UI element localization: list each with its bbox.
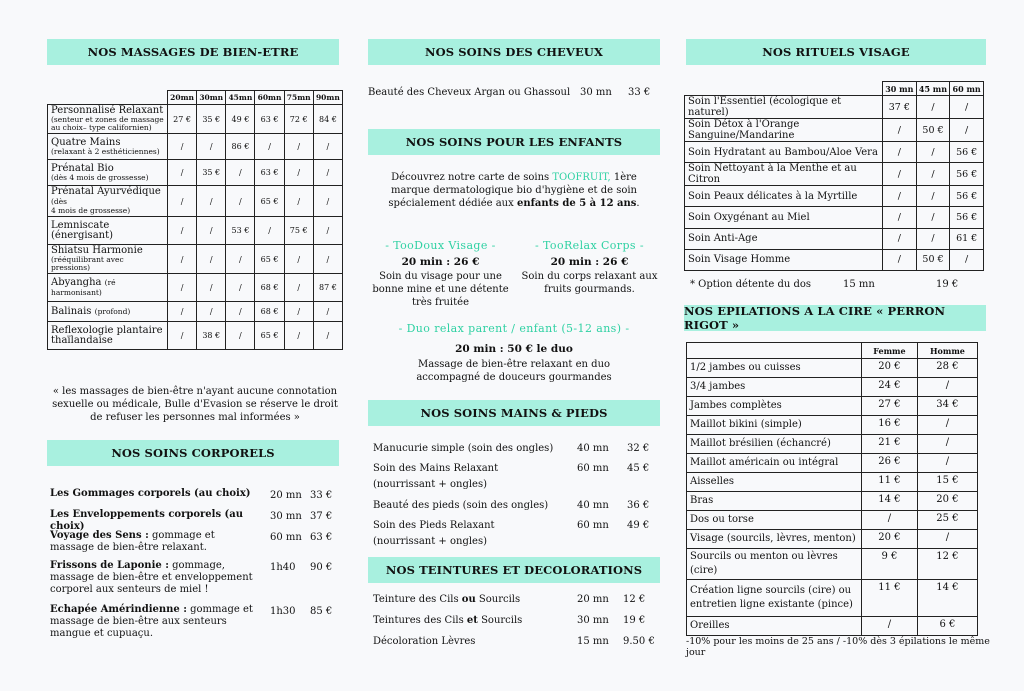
mains-row (373, 498, 658, 514)
visage-price: / (883, 186, 917, 207)
massage-price: / (168, 134, 197, 160)
corporels-title: NOS SOINS CORPORELS (111, 446, 275, 460)
teintures-header (368, 557, 660, 583)
massage-price: 84 € (313, 105, 342, 134)
enfants-title: NOS SOINS POUR LES ENFANTS (405, 135, 623, 149)
corporel-row (50, 604, 340, 640)
visage-row (685, 163, 984, 186)
corporel-duration: 1h40 (270, 562, 296, 573)
massage-detail: (dès 4 mois de grossesse) (51, 172, 149, 182)
epilations-header (684, 305, 986, 331)
mains-name: Soin des Pieds Relaxant (nourrissant + ongles) (373, 520, 495, 547)
epilation-row (687, 549, 978, 580)
visage-price: 50 € (916, 249, 950, 270)
massage-price: 49 € (226, 105, 255, 134)
teinture-name-part: Sourcils (477, 615, 523, 626)
epilation-price: 21 € (862, 435, 918, 454)
massage-row (48, 134, 343, 160)
corporel-duration: 60 mn (270, 532, 302, 543)
epilation-row (687, 580, 978, 617)
epilation-zone: Sourcils ou menton ou lèvres (cire) (687, 549, 862, 580)
corporel-label (50, 604, 256, 640)
duo-block (368, 322, 660, 384)
col-30mn: 30 mn (883, 82, 917, 96)
col-45: 45mn (226, 91, 255, 105)
massage-price: / (284, 134, 313, 160)
duo-price: 20 min : 50 € le duo (455, 343, 573, 355)
massage-inline-detail: (dès (51, 197, 68, 206)
visage-soin-name: Soin Hydratant au Bambou/Aloe Vera (685, 142, 883, 163)
corporel-duration: 30 mn (270, 511, 302, 522)
visage-price: 56 € (950, 207, 984, 228)
corporel-row (50, 560, 340, 596)
epilation-row (687, 492, 978, 511)
col-60mn: 60 mn (950, 82, 984, 96)
enfants-intro-text-2: 1ère marque dermatologique bio d'hygiène et de soin spécialement dédiée aux (388, 172, 637, 209)
corporel-row (50, 530, 340, 554)
massage-detail: (rééquilibrant avec pressions) (51, 255, 124, 272)
visage-soin-name: Soin Anti-Age (685, 228, 883, 249)
corporel-desc: gommage et massage de bien-être aux senteurs mangue et cupuaçu. (50, 604, 253, 639)
visage-row (685, 207, 984, 228)
epilation-row (687, 473, 978, 492)
massage-price: / (168, 186, 197, 217)
visage-soin-name: Soin l'Essentiel (écologique et naturel) (685, 96, 883, 119)
massage-price: / (313, 302, 342, 322)
epilation-row (687, 378, 978, 397)
epilation-zone: Maillot brésilien (échancré) (687, 435, 862, 454)
toorelax-price: 20 min : 26 € (550, 256, 629, 268)
massage-price: / (226, 245, 255, 274)
epilation-price: 24 € (862, 378, 918, 397)
epilation-price: / (917, 530, 977, 549)
epilation-zone: Création ligne sourcils (cire) ou entretien ligne existante (pince) (687, 580, 862, 617)
teinture-duration: 30 mn (577, 615, 609, 626)
massage-inline-detail: (ré harmonisant) (51, 277, 116, 297)
epilation-price: 6 € (917, 617, 977, 636)
visage-price: 50 € (916, 119, 950, 142)
visage-row (685, 142, 984, 163)
corporel-price: 90 € (310, 562, 333, 573)
massage-price: / (197, 274, 226, 302)
massage-name-cell (48, 134, 168, 160)
massages-header (47, 39, 339, 65)
cheveux-name: Beauté des Cheveux Argan ou Ghassoul (368, 87, 571, 98)
mains-duration: 40 mn (577, 500, 609, 511)
col-homme: Homme (917, 343, 977, 359)
duo-title: - Duo relax parent / enfant (5-12 ans) - (398, 322, 630, 335)
massage-price: 75 € (284, 217, 313, 245)
massage-price: 53 € (226, 217, 255, 245)
epilation-zone: Jambes complètes (687, 397, 862, 416)
epilation-zone: Maillot américain ou intégral (687, 454, 862, 473)
enfants-intro-end: . (636, 198, 640, 209)
visage-soin-name: Soin Nettoyant à la Menthe et au Citron (685, 163, 883, 186)
massage-price: / (168, 245, 197, 274)
teinture-name (373, 613, 522, 628)
epilation-price: / (917, 435, 977, 454)
visage-row (685, 249, 984, 270)
massage-price: 65 € (255, 186, 284, 217)
massage-row (48, 186, 343, 217)
mains-row (373, 441, 658, 457)
epilation-price: 9 € (862, 549, 918, 580)
epilation-price: / (917, 378, 977, 397)
visage-price: / (883, 119, 917, 142)
massages-table (47, 90, 343, 350)
massage-price: 65 € (255, 322, 284, 350)
mains-price: 45 € (627, 463, 650, 474)
massage-price: / (313, 160, 342, 186)
massages-title: NOS MASSAGES DE BIEN-ETRE (87, 45, 299, 59)
massage-price: / (313, 322, 342, 350)
massage-name-cell (48, 160, 168, 186)
epilation-row (687, 359, 978, 378)
massage-name: Prénatal Ayurvédique (51, 186, 161, 197)
massage-row (48, 245, 343, 274)
visage-price: 37 € (883, 96, 917, 119)
mains-price: 49 € (627, 520, 650, 531)
corporel-price: 37 € (310, 511, 333, 522)
mains-duration: 60 mn (577, 520, 609, 531)
mains-row (373, 518, 658, 550)
visage-title: NOS RITUELS VISAGE (762, 45, 910, 59)
mains-name: Manucurie simple (soin des ongles) (373, 443, 554, 454)
corporel-name: Echapée Amérindienne : (50, 604, 187, 615)
massage-price: / (313, 134, 342, 160)
massage-detail: (senteur et zones de massage au choix– type californien) (51, 115, 164, 132)
massage-price: 68 € (255, 274, 284, 302)
visage-row (685, 119, 984, 142)
duo-desc: Massage de bien-être relaxant en duo accompagné de douceurs gourmandes (416, 359, 612, 383)
epilation-price: / (917, 454, 977, 473)
enfants-header (368, 129, 660, 155)
col-75: 75mn (284, 91, 313, 105)
massage-name: Abyangha (51, 276, 102, 288)
massage-row (48, 274, 343, 302)
epilation-price: 11 € (862, 580, 918, 617)
massage-price: / (255, 217, 284, 245)
massage-price: / (168, 217, 197, 245)
mains-duration: 60 mn (577, 463, 609, 474)
massage-price: 27 € (168, 105, 197, 134)
mains-price: 36 € (627, 500, 650, 511)
massage-price: 63 € (255, 105, 284, 134)
teinture-price: 19 € (623, 615, 646, 626)
visage-price: / (916, 142, 950, 163)
massage-price: 38 € (197, 322, 226, 350)
teinture-duration: 15 mn (577, 636, 609, 647)
teinture-name (373, 634, 475, 649)
visage-price: 61 € (950, 228, 984, 249)
epilation-row (687, 454, 978, 473)
corporel-duration: 1h30 (270, 606, 296, 617)
option-dos-duration: 15 mn (843, 279, 875, 290)
massage-name: Balinais (51, 305, 92, 317)
mains-name: Beauté des pieds (soin des ongles) (373, 500, 549, 511)
option-dos-price: 19 € (936, 279, 959, 290)
massage-name-cell (48, 245, 168, 274)
massage-price: 63 € (255, 160, 284, 186)
epilation-zone: Dos ou torse (687, 511, 862, 530)
col-30: 30mn (197, 91, 226, 105)
col-45mn: 45 mn (916, 82, 950, 96)
massage-name: Quatre Mains (51, 136, 121, 148)
epilation-row (687, 435, 978, 454)
toorelax-desc: Soin du corps relaxant aux fruits gourmands. (521, 271, 658, 295)
epilations-note: -10% pour les moins de 25 ans / -10% dès 3 épilations le même jour (686, 636, 990, 658)
mains-row (373, 461, 658, 493)
massage-price: / (226, 302, 255, 322)
massage-name-cell (48, 302, 168, 322)
cheveux-price: 33 € (628, 87, 651, 98)
epilation-row (687, 530, 978, 549)
visage-soin-name: Soin Visage Homme (685, 249, 883, 270)
epilation-price: / (862, 617, 918, 636)
toodoux-desc: Soin du visage pour une bonne mine et une détente très fruitée (372, 271, 509, 308)
massage-price: / (284, 274, 313, 302)
visage-price: / (883, 228, 917, 249)
epilation-zone: 1/2 jambes ou cuisses (687, 359, 862, 378)
massage-price: 86 € (226, 134, 255, 160)
massage-price: / (168, 160, 197, 186)
massages-note: « les massages de bien-être n'ayant aucune connotation sexuelle ou médicale, Bulle d'Evasion se réserve le droit de refuser les personnes mal informées » (52, 386, 338, 423)
massage-price: / (197, 217, 226, 245)
massage-price: / (197, 302, 226, 322)
epilations-title: NOS EPILATIONS A LA CIRE « PERRON RIGOT » (684, 304, 946, 332)
corporel-name: Les Gommages corporels (au choix) (50, 488, 251, 499)
mains-name: Soin des Mains Relaxant (nourrissant + ongles) (373, 463, 499, 490)
epilation-zone: 3/4 jambes (687, 378, 862, 397)
mains-duration: 40 mn (577, 443, 609, 454)
massage-price: / (255, 134, 284, 160)
corporel-name: Frissons de Laponie : (50, 560, 169, 571)
massage-price: / (313, 245, 342, 274)
epilations-table (686, 342, 978, 636)
visage-price: / (950, 96, 984, 119)
visage-row (685, 96, 984, 119)
corporel-price: 85 € (310, 606, 333, 617)
massage-detail: (relaxant à 2 esthéticiennes) (51, 146, 160, 156)
visage-price: / (883, 142, 917, 163)
epilation-zone: Aisselles (687, 473, 862, 492)
teinture-name-part: Décoloration Lèvres (373, 636, 476, 647)
enfants-age: enfants de 5 à 12 ans (516, 198, 637, 209)
epilation-price: 20 € (862, 359, 918, 378)
epilation-price: 14 € (862, 492, 918, 511)
epilation-price: 16 € (862, 416, 918, 435)
epilation-price: 20 € (862, 530, 918, 549)
visage-price: / (916, 207, 950, 228)
corporel-desc: gommage, massage de bien-être et enveloppement corporel aux senteurs de miel ! (50, 560, 253, 595)
teinture-name-part: Sourcils (475, 594, 521, 605)
option-dos-label: * Option détente du dos (690, 279, 812, 290)
corporel-label (50, 488, 256, 500)
epilation-price: 34 € (917, 397, 977, 416)
massage-name-cell (48, 105, 168, 134)
corporel-label (50, 530, 256, 554)
teinture-name-part: Teintures des Cils (373, 615, 467, 626)
massage-price: / (313, 186, 342, 217)
massage-price: / (313, 217, 342, 245)
toorelax-title: - TooRelax Corps - (535, 239, 644, 252)
massage-name: Prénatal Bio (51, 162, 114, 174)
corporel-price: 63 € (310, 532, 333, 543)
enfants-intro-text: Découvrez notre carte de soins (391, 172, 553, 183)
teintures-title: NOS TEINTURES ET DECOLORATIONS (385, 563, 643, 577)
massage-name-cell (48, 274, 168, 302)
massage-price: / (197, 134, 226, 160)
massage-price: 65 € (255, 245, 284, 274)
corporel-row (50, 488, 340, 500)
visage-table (684, 81, 984, 271)
massage-price: / (168, 274, 197, 302)
toorelax-block (517, 239, 662, 296)
cheveux-duration: 30 mn (580, 87, 612, 98)
col-femme: Femme (862, 343, 918, 359)
massage-name: Shiatsu Harmonie (51, 245, 143, 256)
epilation-price: 25 € (917, 511, 977, 530)
epilation-price: 15 € (917, 473, 977, 492)
enfants-intro (372, 171, 656, 210)
massage-price: / (197, 245, 226, 274)
massage-price: 87 € (313, 274, 342, 302)
epilation-price: / (862, 511, 918, 530)
epilation-price: 12 € (917, 549, 977, 580)
corporel-label (50, 560, 256, 596)
toofruit-brand: TOOFRUIT, (552, 172, 611, 183)
massage-price: / (284, 302, 313, 322)
massage-row (48, 322, 343, 350)
col-90: 90mn (313, 91, 342, 105)
teinture-name (373, 592, 520, 607)
toodoux-title: - TooDoux Visage - (385, 239, 496, 252)
epilation-row (687, 416, 978, 435)
visage-price: 56 € (950, 142, 984, 163)
massage-price: 35 € (197, 160, 226, 186)
massage-price: / (284, 245, 313, 274)
epilation-price: 20 € (917, 492, 977, 511)
massage-name: Lemniscate (énergisant) (51, 219, 114, 241)
visage-soin-name: Soin Peaux délicates à la Myrtille (685, 186, 883, 207)
visage-price: 56 € (950, 163, 984, 186)
massage-price: / (226, 274, 255, 302)
massage-detail: 4 mois de grossesse) (51, 206, 131, 215)
massage-row (48, 105, 343, 134)
mains-price: 32 € (627, 443, 650, 454)
teinture-name-part: et (466, 615, 478, 626)
epilation-zone: Oreilles (687, 617, 862, 636)
epilation-zone: Bras (687, 492, 862, 511)
massage-inline-detail: (profond) (94, 306, 131, 316)
massage-row (48, 302, 343, 322)
epilation-price: 27 € (862, 397, 918, 416)
corporels-header (47, 440, 339, 466)
massage-row (48, 160, 343, 186)
massage-price: / (168, 302, 197, 322)
massage-price: 68 € (255, 302, 284, 322)
visage-price: / (883, 163, 917, 186)
massage-price: 72 € (284, 105, 313, 134)
visage-soin-name: Soin Oxygénant au Miel (685, 207, 883, 228)
teinture-name-part: ou (461, 594, 476, 605)
mains-title: NOS SOINS MAINS & PIEDS (420, 406, 608, 420)
visage-price: 56 € (950, 186, 984, 207)
massage-name-cell (48, 322, 168, 350)
massage-row (48, 217, 343, 245)
corporel-duration: 20 mn (270, 490, 302, 501)
visage-price: / (950, 249, 984, 270)
epilation-price: 26 € (862, 454, 918, 473)
corporel-name: Les Enveloppements corporels (au choix) (50, 509, 244, 532)
corporel-desc: gommage et massage de bien-être relaxant. (50, 530, 215, 553)
massage-price: / (284, 160, 313, 186)
epilation-row (687, 511, 978, 530)
visage-row (685, 228, 984, 249)
massage-price: / (168, 322, 197, 350)
teinture-duration: 20 mn (577, 594, 609, 605)
visage-price: / (916, 96, 950, 119)
visage-price: / (950, 119, 984, 142)
visage-header-row (685, 82, 984, 96)
massage-name-cell (48, 186, 168, 217)
massage-price: 35 € (197, 105, 226, 134)
massage-name: Personnalisé Relaxant (51, 105, 164, 116)
epilation-price: / (917, 416, 977, 435)
massage-price: / (226, 186, 255, 217)
epilation-zone: Visage (sourcils, lèvres, menton) (687, 530, 862, 549)
visage-row (685, 186, 984, 207)
epilation-row (687, 617, 978, 636)
epilation-row (687, 397, 978, 416)
massage-name: Reflexologie plantaire thaïlandaise (51, 324, 163, 346)
teinture-price: 9.50 € (623, 636, 655, 647)
massage-price: / (284, 322, 313, 350)
massage-name-cell (48, 217, 168, 245)
visage-price: / (916, 163, 950, 186)
massages-header-row (48, 91, 343, 105)
visage-header (686, 39, 986, 65)
massage-price: / (226, 160, 255, 186)
mains-header (368, 400, 660, 426)
epilations-header-row (687, 343, 978, 359)
visage-price: / (883, 249, 917, 270)
corporel-price: 33 € (310, 490, 333, 501)
epilation-price: 11 € (862, 473, 918, 492)
epilation-price: 28 € (917, 359, 977, 378)
massage-price: / (197, 186, 226, 217)
massage-price: / (226, 322, 255, 350)
teinture-price: 12 € (623, 594, 646, 605)
massage-price: / (284, 186, 313, 217)
epilation-price: 14 € (917, 580, 977, 617)
visage-price: / (883, 207, 917, 228)
corporel-name: Voyage des Sens : (50, 530, 149, 541)
epilation-zone: Maillot bikini (simple) (687, 416, 862, 435)
teinture-name-part: Teinture des Cils (373, 594, 462, 605)
toodoux-price: 20 min : 26 € (401, 256, 480, 268)
visage-price: / (916, 186, 950, 207)
col-20: 20mn (168, 91, 197, 105)
visage-soin-name: Soin Détox à l'Orange Sanguine/Mandarine (685, 119, 883, 142)
toodoux-block (368, 239, 513, 309)
cheveux-title: NOS SOINS DES CHEVEUX (425, 45, 603, 59)
col-60: 60mn (255, 91, 284, 105)
visage-price: / (916, 228, 950, 249)
cheveux-header (368, 39, 660, 65)
